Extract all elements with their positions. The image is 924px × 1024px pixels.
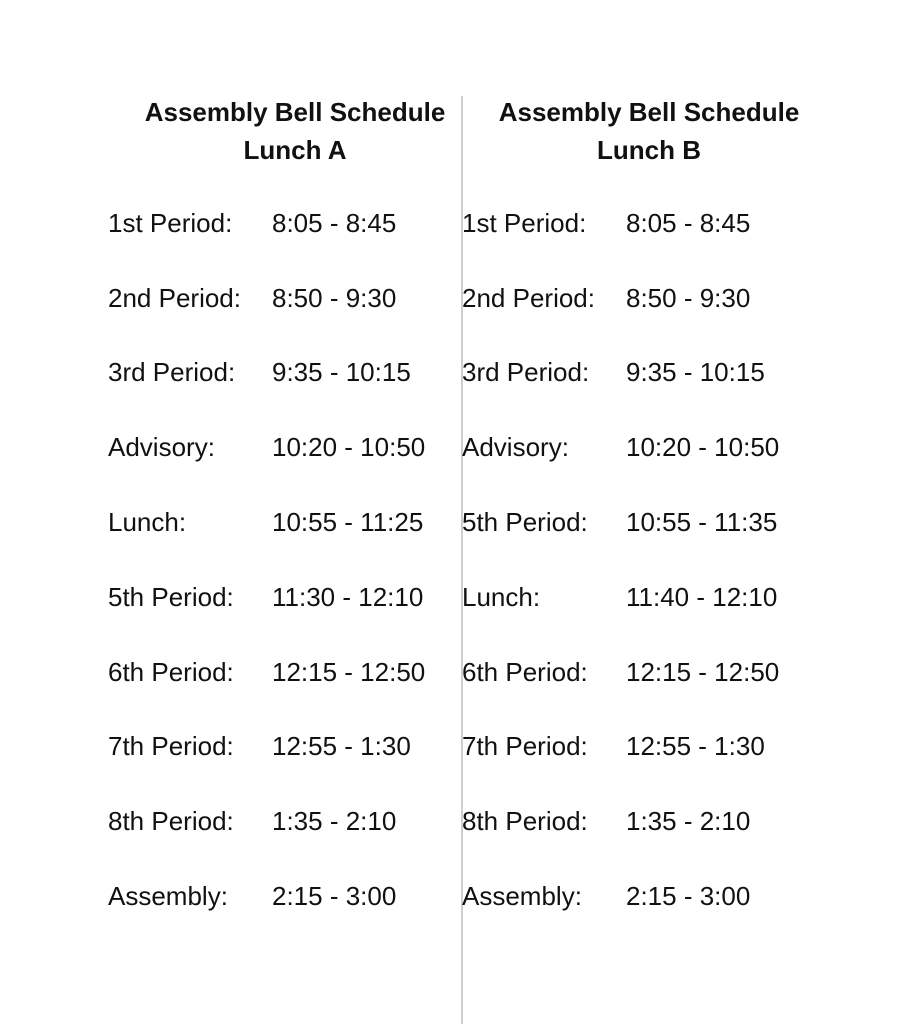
period-label: Assembly: <box>462 881 582 912</box>
schedule-row <box>108 710 468 785</box>
schedule-row <box>108 635 468 710</box>
schedule-row <box>108 410 468 485</box>
period-time: 1:35 - 2:10 <box>272 806 397 837</box>
period-time: 9:35 - 10:15 <box>626 357 765 388</box>
period-label: 2nd Period: <box>108 282 241 313</box>
period-label: Assembly: <box>108 881 228 912</box>
schedule-row <box>108 859 468 934</box>
schedule-row <box>462 560 822 635</box>
period-label: 7th Period: <box>462 731 588 762</box>
period-label: 7th Period: <box>108 731 234 762</box>
schedule-row <box>462 859 822 934</box>
schedule-row <box>462 635 822 710</box>
schedule-title-line2: Lunch B <box>597 135 701 165</box>
period-time: 8:05 - 8:45 <box>272 207 397 238</box>
period-label: 8th Period: <box>462 806 588 837</box>
period-label: Advisory: <box>108 432 215 463</box>
period-time: 11:40 - 12:10 <box>626 581 778 612</box>
period-label: Lunch: <box>462 581 541 612</box>
schedule-row <box>462 784 822 859</box>
period-label: 6th Period: <box>108 656 234 687</box>
period-time: 8:50 - 9:30 <box>272 282 397 313</box>
period-time: 10:55 - 11:35 <box>626 507 778 538</box>
period-time: 12:15 - 12:50 <box>626 656 780 687</box>
schedule-row <box>462 410 822 485</box>
period-label: 2nd Period: <box>462 282 595 313</box>
schedule-row <box>108 186 468 261</box>
schedule-title-line2: Lunch A <box>243 135 347 165</box>
period-label: 5th Period: <box>462 507 588 538</box>
schedule-row <box>462 261 822 336</box>
schedule-title-line1: Assembly Bell Schedule <box>144 97 446 127</box>
schedule-row <box>108 336 468 411</box>
schedule-row <box>108 261 468 336</box>
period-label: 6th Period: <box>462 656 588 687</box>
period-time: 12:15 - 12:50 <box>272 656 426 687</box>
period-time: 10:20 - 10:50 <box>272 432 426 463</box>
period-label: Advisory: <box>462 432 569 463</box>
schedule-title <box>482 93 816 169</box>
schedule-row <box>462 485 822 560</box>
schedule-rows <box>462 186 822 934</box>
period-label: 3rd Period: <box>462 357 590 388</box>
schedule-row <box>108 560 468 635</box>
period-time: 12:55 - 1:30 <box>626 731 765 762</box>
period-label: 1st Period: <box>462 207 587 238</box>
period-time: 10:20 - 10:50 <box>626 432 780 463</box>
period-label: 5th Period: <box>108 581 234 612</box>
schedule-row <box>462 336 822 411</box>
period-label: Lunch: <box>108 507 187 538</box>
schedule-row <box>462 186 822 261</box>
schedule-row <box>108 784 468 859</box>
period-time: 2:15 - 3:00 <box>272 881 397 912</box>
period-label: 3rd Period: <box>108 357 236 388</box>
period-time: 12:55 - 1:30 <box>272 731 411 762</box>
period-time: 8:50 - 9:30 <box>626 282 751 313</box>
period-label: 1st Period: <box>108 207 233 238</box>
schedule-row <box>462 710 822 785</box>
period-time: 9:35 - 10:15 <box>272 357 411 388</box>
schedule-rows <box>108 186 468 934</box>
schedule-title <box>128 93 462 169</box>
period-time: 1:35 - 2:10 <box>626 806 751 837</box>
period-time: 8:05 - 8:45 <box>626 207 751 238</box>
period-time: 10:55 - 11:25 <box>272 507 424 538</box>
period-label: 8th Period: <box>108 806 234 837</box>
schedule-row <box>108 485 468 560</box>
period-time: 11:30 - 12:10 <box>272 581 424 612</box>
period-time: 2:15 - 3:00 <box>626 881 751 912</box>
schedule-title-line1: Assembly Bell Schedule <box>498 97 800 127</box>
